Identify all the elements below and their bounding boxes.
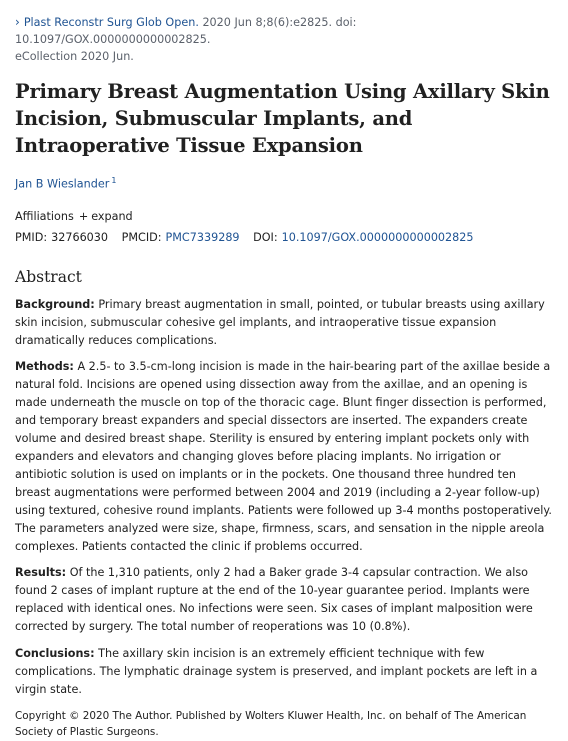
abstract-heading: Abstract bbox=[15, 267, 82, 286]
affiliations-toggle[interactable] bbox=[15, 209, 553, 225]
conclusions-text: The axillary skin incision is an extremely efficient technique with few complications. The lymphatic drainage system is preserved, and implant pockets are left in a virgin state. bbox=[15, 647, 538, 696]
abstract-conclusions bbox=[15, 645, 553, 699]
pmcid-link[interactable]: PMC7339289 bbox=[165, 230, 240, 244]
citation-details: 2020 Jun 8;8(6):e2825. doi: 10.1097/GOX.0000000000002825. bbox=[15, 16, 357, 46]
chevron-right-icon: › bbox=[15, 15, 20, 29]
affiliations-expand: expand bbox=[91, 209, 133, 223]
author-link[interactable]: Jan B Wieslander bbox=[15, 177, 110, 191]
identifiers bbox=[15, 230, 553, 246]
methods-text: A 2.5- to 3.5-cm-long incision is made in the hair-bearing part of the axillae beside a natural fold. Incisions are opened using dissection away from the axillae, and an opening is made underneath the muscle on top of the thoracic cage. Blunt finger dissection is performed, and temporary breast expanders and special dissectors are inserted. The expanders create volume and desired breast shape. Sterility is ensured by entering implant pockets only with expanders and elevators and changing gloves before placing implants. No irrigation or antibiotic solution is used on implants or in the pockets. One thousand three hundred ten breast augmentations were performed between 2004 and 2019 (including a 2-year follow-up) using textured, cohesive round implants. Patients were followed up 3-4 months postoperatively. The parameters analyzed were size, shape, firmness, scars, and sensation in the nipple areola complexes. Patients contacted the clinic if problems occurred. bbox=[15, 360, 552, 553]
doi-label: DOI: bbox=[253, 230, 278, 244]
background-label: Background: bbox=[15, 297, 95, 311]
article-title: Primary Breast Augmentation Using Axillary Skin Incision, Submuscular Implants, and Intraoperative Tissue Expansion bbox=[15, 80, 550, 157]
affiliations-label: Affiliations bbox=[15, 209, 74, 223]
background-text: Primary breast augmentation in small, pointed, or tubular breasts using axillary skin incision, submuscular cohesive gel implants, and intraoperative tissue expansion dramatically reduces complications. bbox=[15, 297, 545, 347]
conclusions-label: Conclusions: bbox=[15, 647, 95, 661]
author-list bbox=[15, 173, 553, 193]
results-text: Of the 1,310 patients, only 2 had a Baker grade 3-4 capsular contraction. We also found 2 cases of implant rupture at the end of the 10-year guarantee period. Implants were replaced with identical ones. No infections were seen. Six cases of implant malposition were corrected by surgery. The total number of reoperations was 10 (0.8%). bbox=[15, 566, 533, 634]
abstract-background bbox=[15, 296, 553, 350]
results-label: Results: bbox=[15, 566, 67, 580]
doi-link[interactable]: 10.1097/GOX.0000000000002825 bbox=[281, 230, 474, 244]
pmcid-label: PMCID: bbox=[121, 230, 162, 244]
citation-line bbox=[15, 14, 553, 65]
copyright-notice: Copyright © 2020 The Author. Published by Wolters Kluwer Health, Inc. on behalf of The American Society of Plastic Surgeons. bbox=[15, 709, 527, 739]
plus-icon: + bbox=[78, 209, 89, 223]
pmid-value: 32766030 bbox=[51, 230, 109, 244]
abstract-results bbox=[15, 564, 553, 636]
pmid-label: PMID: bbox=[15, 230, 48, 244]
journal-link[interactable]: Plast Reconstr Surg Glob Open. bbox=[23, 16, 199, 29]
author-affiliation-sup[interactable]: 1 bbox=[111, 176, 117, 185]
citation-ecollection: eCollection 2020 Jun. bbox=[15, 50, 134, 63]
abstract-methods bbox=[15, 358, 553, 555]
methods-label: Methods: bbox=[15, 360, 74, 374]
